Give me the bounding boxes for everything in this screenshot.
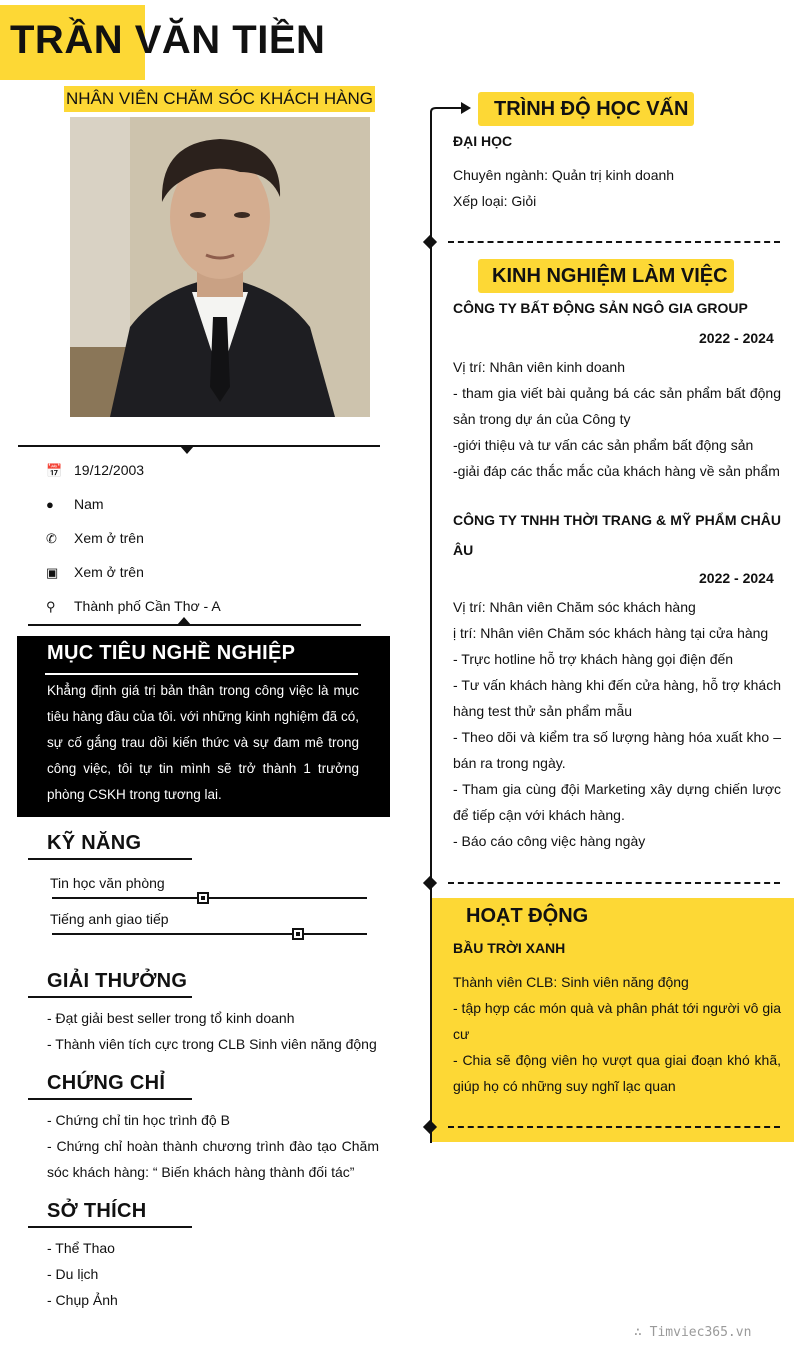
awards-title: GIẢI THƯỞNG: [47, 970, 188, 992]
experience-title: KINH NGHIỆM LÀM VIỆC: [492, 265, 728, 287]
job-title: NHÂN VIÊN CHĂM SÓC KHÁCH HÀNG: [64, 86, 375, 112]
profile-photo: [70, 117, 370, 417]
hobby-item: - Chụp Ảnh: [47, 1292, 118, 1308]
certificates-title: CHỨNG CHỈ: [47, 1072, 166, 1094]
skill-track: [52, 933, 367, 935]
email-value: Xem ở trên: [74, 564, 144, 580]
job-period: 2022 - 2024: [699, 570, 774, 586]
contact-birthday: [46, 460, 144, 480]
phone-value: Xem ở trên: [74, 530, 144, 546]
education-title: TRÌNH ĐỘ HỌC VẤN: [494, 98, 689, 120]
birthday-value: 19/12/2003: [74, 462, 145, 478]
job-detail: - Tham gia cùng đội Marketing xây dựng chiến lược để tiếp cận với khách hàng.: [453, 781, 781, 823]
location-pin-icon: ⚲: [46, 599, 56, 614]
certificate-item: - Chứng chỉ hoàn thành chương trình đào tạo Chăm sóc khách hàng: “ Biến khách hàng thành đối tác”: [47, 1138, 379, 1180]
activity-detail: Thành viên CLB: Sinh viên năng động: [453, 974, 689, 990]
job-detail: -giới thiệu và tư vấn các sản phẩm bất động sản: [453, 437, 754, 453]
watermark-logo: ∴ Timviec365.vn: [634, 1325, 752, 1340]
full-name: TRẦN VĂN TIỀN: [10, 18, 326, 62]
section-divider: [448, 882, 780, 884]
job-detail: - Báo cáo công việc hàng ngày: [453, 833, 646, 849]
skill-label: Tin học văn phòng: [50, 875, 165, 891]
objective-text: Khẳng định giá trị bản thân trong công việc là mục tiêu hàng đầu của tôi. với những kinh nghiệm đã có, sự cố gắng trau dồi kiến thức và sự đam mê trong công việc, tôi tự tin mình sẽ trở thành 1 trưởng phòng CSKH trong tương lai.: [47, 683, 359, 802]
job-detail: -giải đáp các thắc mắc của khách hàng về sản phẩm: [453, 463, 780, 479]
timeline-marker: [423, 876, 437, 890]
objective-title: MỤC TIÊU NGHỀ NGHIỆP: [47, 642, 296, 664]
job-detail: - Tư vấn khách hàng khi đến cửa hàng, hỗ trợ khách hàng test thử sản phẩm mẫu: [453, 677, 781, 719]
education-level: ĐẠI HỌC: [453, 133, 513, 149]
hobbies-underline: [28, 1226, 192, 1228]
contact-gender: [46, 494, 104, 514]
job-period: 2022 - 2024: [699, 330, 774, 346]
job-company: CÔNG TY BẤT ĐỘNG SẢN NGÔ GIA GROUP: [453, 300, 748, 316]
contact-address: [46, 596, 221, 616]
objective-title-underline: [45, 673, 358, 675]
award-item: - Đạt giải best seller trong tổ kinh doanh: [47, 1010, 295, 1026]
skills-title: KỸ NĂNG: [47, 832, 142, 854]
contact-divider-top: [18, 445, 380, 447]
activities-title: HOẠT ĐỘNG: [466, 905, 589, 927]
timeline-arrow-icon: [428, 98, 474, 124]
hobby-item: - Thể Thao: [47, 1240, 115, 1256]
contact-divider-bottom: [28, 624, 361, 626]
hobbies-title: SỞ THÍCH: [47, 1200, 147, 1222]
activity-detail: - tập hợp các món quà và phân phát tới người vô gia cư: [453, 1000, 781, 1042]
gender-value: Nam: [74, 496, 104, 512]
divider-arrow-down: [180, 446, 194, 454]
job-detail: Vị trí: Nhân viên kinh doanh: [453, 359, 625, 375]
activity-detail: - Chia sẽ động viên họ vượt qua giai đoạn khó khã, giúp họ có những suy nghĩ lạc quan: [453, 1052, 781, 1094]
skills-underline: [28, 858, 192, 860]
skill-level-knob: [197, 892, 209, 904]
job-detail: Vị trí: Nhân viên Chăm sóc khách hàng: [453, 599, 696, 615]
education-grade: Xếp loại: Giỏi: [453, 193, 537, 209]
activities-org: BẦU TRỜI XANH: [453, 940, 566, 956]
timeline-marker: [423, 235, 437, 249]
job-company: CÔNG TY TNHH THỜI TRANG & MỸ PHẨM CHÂU ÂU: [453, 512, 781, 558]
section-divider: [448, 1126, 780, 1128]
email-icon: ▣: [46, 565, 59, 580]
calendar-icon: 📅: [46, 463, 63, 478]
job-detail: - Trực hotline hỗ trợ khách hàng gọi điện đến: [453, 651, 734, 667]
person-icon: ●: [46, 497, 54, 512]
contact-phone: [46, 528, 144, 548]
skill-label: Tiếng anh giao tiếp: [50, 911, 169, 927]
award-item: - Thành viên tích cực trong CLB Sinh viên năng động: [47, 1036, 377, 1052]
certificates-underline: [28, 1098, 192, 1100]
section-divider: [448, 241, 780, 243]
phone-icon: ✆: [46, 531, 57, 546]
job-detail: ị trí: Nhân viên Chăm sóc khách hàng tại cửa hàng: [453, 625, 769, 641]
divider-arrow-up: [177, 617, 191, 625]
contact-email: [46, 562, 144, 582]
job-detail: - Theo dõi và kiểm tra số lượng hàng hóa xuất kho – bán ra trong ngày.: [453, 729, 781, 771]
objective-box: [17, 636, 390, 817]
timeline-line: [430, 122, 432, 1143]
job-detail: - tham gia viết bài quảng bá các sản phẩm bất động sản trong dự án của Công ty: [453, 385, 781, 427]
awards-underline: [28, 996, 192, 998]
education-major: Chuyên ngành: Quản trị kinh doanh: [453, 167, 675, 183]
skill-level-knob: [292, 928, 304, 940]
certificate-item: - Chứng chỉ tin học trình độ B: [47, 1112, 230, 1128]
hobby-item: - Du lịch: [47, 1266, 99, 1282]
address-value: Thành phố Cần Thơ - A: [74, 598, 221, 614]
skill-track: [52, 897, 367, 899]
